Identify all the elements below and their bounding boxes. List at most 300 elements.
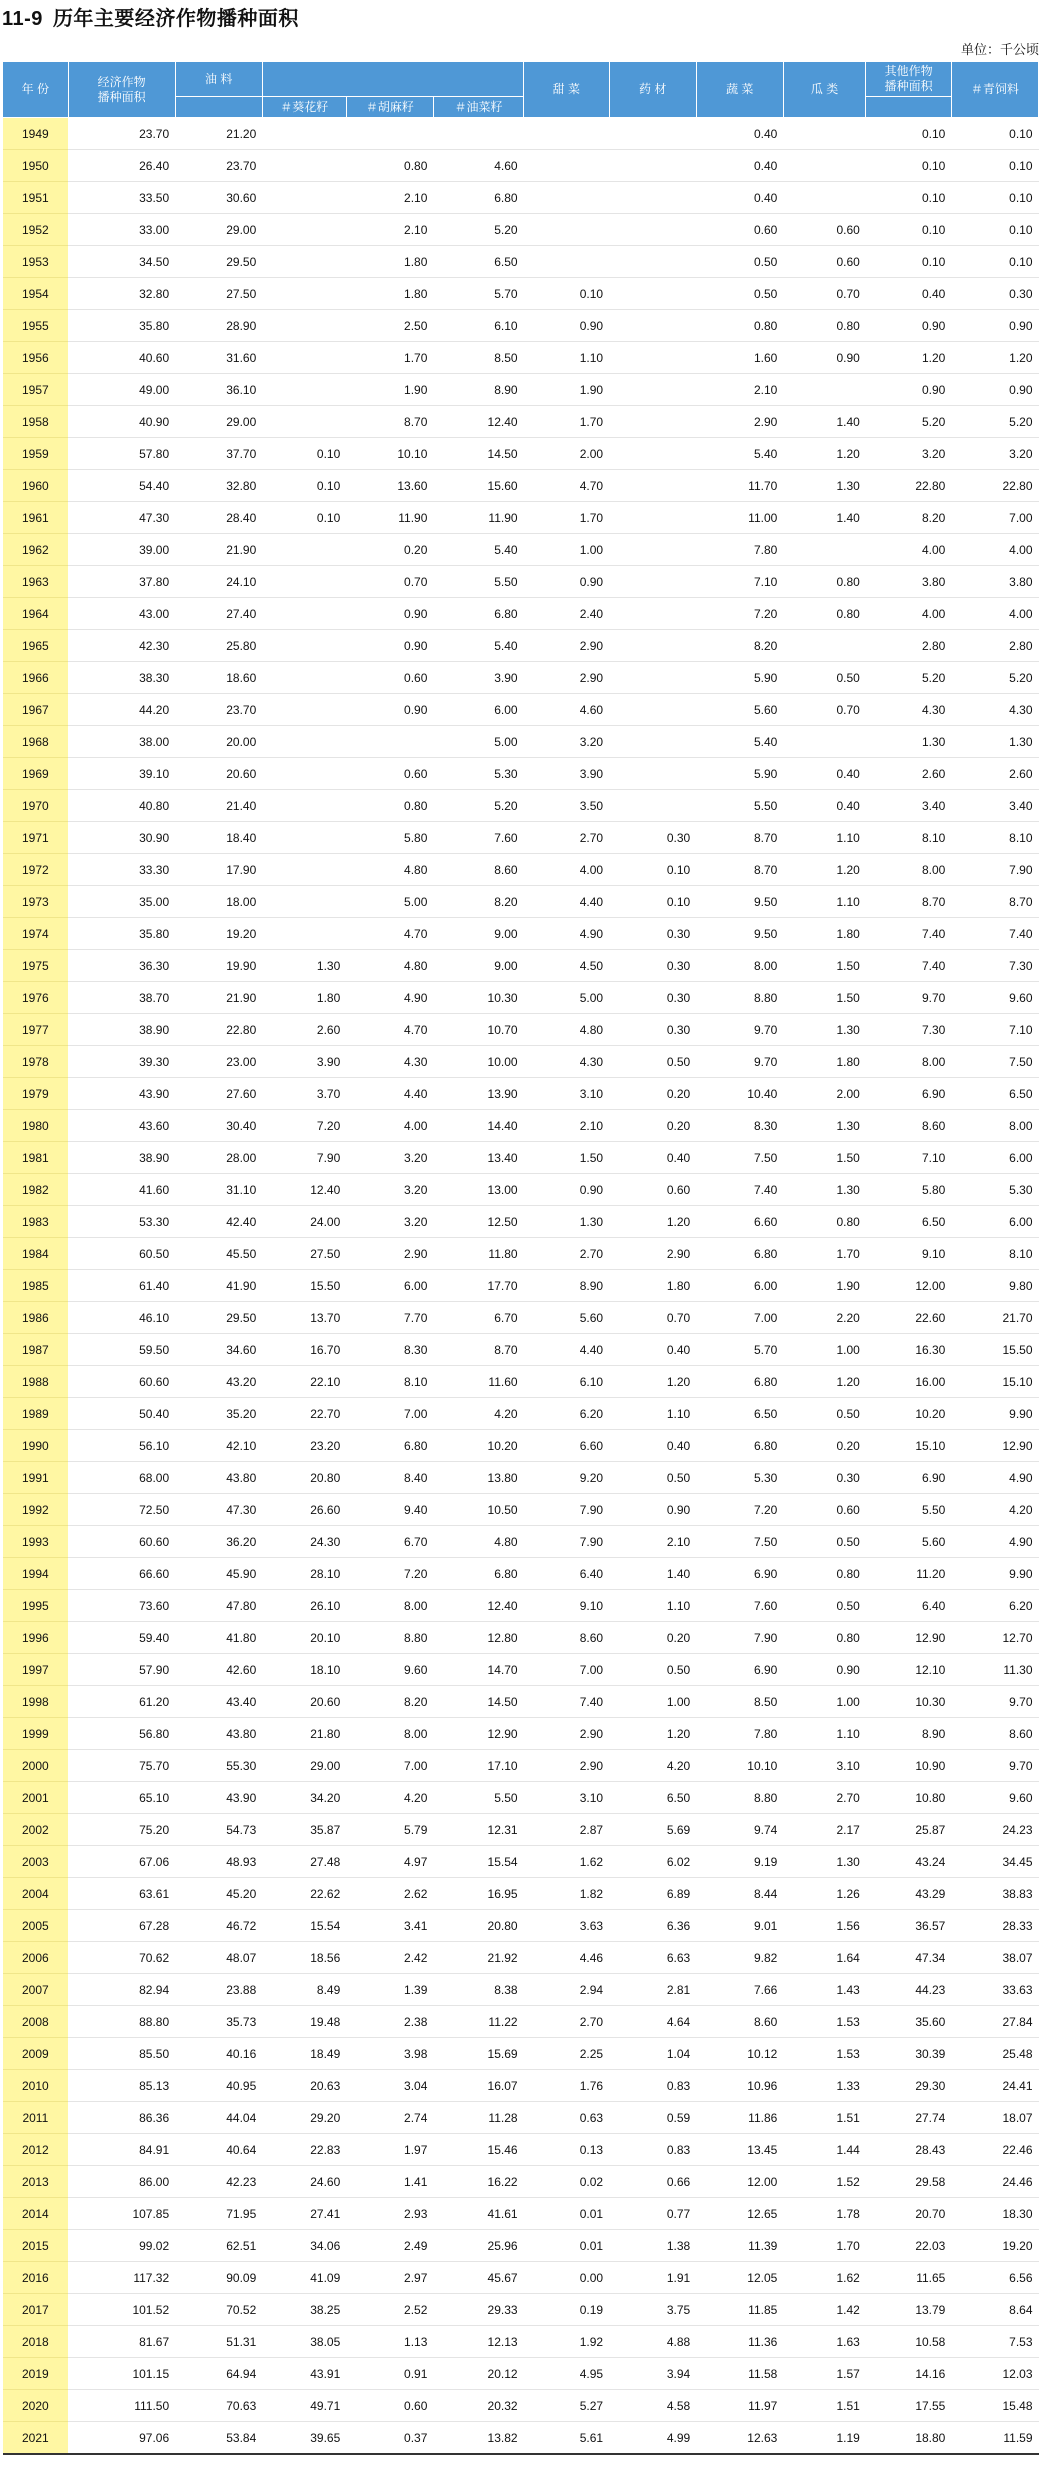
cell-melon: 0.90 <box>783 342 866 374</box>
cell-melon: 1.33 <box>783 2070 866 2102</box>
cell-melon: 1.52 <box>783 2166 866 2198</box>
cell-forage: 12.90 <box>951 1430 1038 1462</box>
cell-melon: 1.50 <box>783 982 866 1014</box>
cell-forage: 24.23 <box>951 1814 1038 1846</box>
cell-sunflower: 15.54 <box>262 1910 346 1942</box>
table-row <box>3 982 1039 1014</box>
cell-sunflower: 3.90 <box>262 1046 346 1078</box>
cell-forage: 3.80 <box>951 566 1038 598</box>
cell-melon: 0.40 <box>783 790 866 822</box>
cell-oil: 25.80 <box>175 630 262 662</box>
cell-year: 1991 <box>3 1462 69 1494</box>
cell-rapeseed: 20.80 <box>433 1910 523 1942</box>
cell-veg: 12.65 <box>696 2198 783 2230</box>
cell-other: 12.00 <box>866 1270 952 1302</box>
cell-other: 8.10 <box>866 822 952 854</box>
cell-oil: 47.30 <box>175 1494 262 1526</box>
cell-veg: 9.70 <box>696 1046 783 1078</box>
col-header-rapeseed: ＃油菜籽 <box>433 97 523 118</box>
cell-rapeseed: 13.40 <box>433 1142 523 1174</box>
table-row <box>3 1238 1039 1270</box>
cell-melon: 1.50 <box>783 950 866 982</box>
cell-rapeseed: 6.80 <box>433 182 523 214</box>
cell-herb: 0.50 <box>609 1654 696 1686</box>
cell-melon: 0.80 <box>783 1558 866 1590</box>
cell-rapeseed: 20.32 <box>433 2390 523 2422</box>
cell-beet: 5.60 <box>524 1302 610 1334</box>
table-row <box>3 1398 1039 1430</box>
cell-other: 0.10 <box>866 182 952 214</box>
cell-sunflower: 20.10 <box>262 1622 346 1654</box>
cell-herb: 0.77 <box>609 2198 696 2230</box>
cell-melon: 0.80 <box>783 598 866 630</box>
cell-total: 47.30 <box>68 502 175 534</box>
cell-melon: 0.80 <box>783 566 866 598</box>
cell-forage: 7.00 <box>951 502 1038 534</box>
page-title <box>2 2 299 36</box>
table-row <box>3 2358 1039 2390</box>
cell-sunflower <box>262 246 346 278</box>
cell-year: 1973 <box>3 886 69 918</box>
cell-year: 1952 <box>3 214 69 246</box>
cell-forage: 9.60 <box>951 1782 1038 1814</box>
cell-herb: 2.81 <box>609 1974 696 2006</box>
cell-herb: 4.58 <box>609 2390 696 2422</box>
col-header-forage: ＃青饲料 <box>951 62 1038 118</box>
cell-beet: 9.10 <box>524 1590 610 1622</box>
cell-other: 6.40 <box>866 1590 952 1622</box>
cell-beet: 1.00 <box>524 534 610 566</box>
cell-year: 1981 <box>3 1142 69 1174</box>
cell-sunflower: 38.25 <box>262 2294 346 2326</box>
cell-rapeseed: 14.40 <box>433 1110 523 1142</box>
cell-forage: 7.30 <box>951 950 1038 982</box>
cell-beet: 0.13 <box>524 2134 610 2166</box>
cell-year: 2013 <box>3 2166 69 2198</box>
cell-forage: 15.10 <box>951 1366 1038 1398</box>
cell-rapeseed: 5.00 <box>433 726 523 758</box>
cell-herb <box>609 246 696 278</box>
cell-herb: 1.04 <box>609 2038 696 2070</box>
cell-year: 1990 <box>3 1430 69 1462</box>
cell-flax: 1.80 <box>346 246 433 278</box>
cell-total: 32.80 <box>68 278 175 310</box>
cell-herb: 6.36 <box>609 1910 696 1942</box>
cell-veg: 11.36 <box>696 2326 783 2358</box>
cell-veg: 7.66 <box>696 1974 783 2006</box>
cell-year: 2019 <box>3 2358 69 2390</box>
cell-rapeseed: 5.40 <box>433 534 523 566</box>
cell-year: 1994 <box>3 1558 69 1590</box>
cell-total: 117.32 <box>68 2262 175 2294</box>
cell-other: 10.58 <box>866 2326 952 2358</box>
cell-flax: 8.70 <box>346 406 433 438</box>
cell-beet: 1.92 <box>524 2326 610 2358</box>
cell-oil: 18.60 <box>175 662 262 694</box>
cell-herb: 1.80 <box>609 1270 696 1302</box>
cell-oil: 43.20 <box>175 1366 262 1398</box>
cell-beet: 2.90 <box>524 1750 610 1782</box>
cell-herb <box>609 438 696 470</box>
cell-flax: 8.40 <box>346 1462 433 1494</box>
table-row <box>3 2422 1039 2455</box>
cell-total: 101.15 <box>68 2358 175 2390</box>
cell-oil: 23.70 <box>175 150 262 182</box>
cell-herb: 0.10 <box>609 854 696 886</box>
cell-herb: 1.40 <box>609 1558 696 1590</box>
cell-rapeseed: 21.92 <box>433 1942 523 1974</box>
table-row <box>3 2038 1039 2070</box>
cell-rapeseed: 11.80 <box>433 1238 523 1270</box>
cell-flax: 3.98 <box>346 2038 433 2070</box>
cell-year: 2002 <box>3 1814 69 1846</box>
cell-beet: 0.02 <box>524 2166 610 2198</box>
table-row <box>3 1654 1039 1686</box>
cell-rapeseed: 29.33 <box>433 2294 523 2326</box>
cell-sunflower: 43.91 <box>262 2358 346 2390</box>
table-row <box>3 1270 1039 1302</box>
cell-forage: 2.60 <box>951 758 1038 790</box>
cell-herb: 0.59 <box>609 2102 696 2134</box>
cell-flax: 4.90 <box>346 982 433 1014</box>
cell-total: 43.90 <box>68 1078 175 1110</box>
cell-other: 18.80 <box>866 2422 952 2455</box>
cell-herb: 1.20 <box>609 1366 696 1398</box>
cell-flax: 0.80 <box>346 790 433 822</box>
cell-other: 20.70 <box>866 2198 952 2230</box>
cell-oil: 23.88 <box>175 1974 262 2006</box>
cell-total: 99.02 <box>68 2230 175 2262</box>
cell-beet: 4.80 <box>524 1014 610 1046</box>
cell-beet: 1.70 <box>524 502 610 534</box>
cell-total: 67.06 <box>68 1846 175 1878</box>
cell-other: 7.30 <box>866 1014 952 1046</box>
cell-melon: 1.30 <box>783 1110 866 1142</box>
cell-melon: 1.51 <box>783 2102 866 2134</box>
cell-forage: 7.90 <box>951 854 1038 886</box>
cell-forage: 9.90 <box>951 1398 1038 1430</box>
cell-sunflower <box>262 310 346 342</box>
cell-oil: 29.00 <box>175 406 262 438</box>
cell-sunflower: 12.40 <box>262 1174 346 1206</box>
cell-melon: 1.64 <box>783 1942 866 1974</box>
cell-oil: 36.20 <box>175 1526 262 1558</box>
cell-rapeseed: 8.90 <box>433 374 523 406</box>
cell-total: 33.30 <box>68 854 175 886</box>
cell-veg: 11.97 <box>696 2390 783 2422</box>
cell-flax: 4.20 <box>346 1782 433 1814</box>
cell-herb: 1.00 <box>609 1686 696 1718</box>
cell-other: 0.90 <box>866 374 952 406</box>
cell-forage: 25.48 <box>951 2038 1038 2070</box>
cell-total: 42.30 <box>68 630 175 662</box>
cell-veg: 11.70 <box>696 470 783 502</box>
cell-forage: 0.10 <box>951 118 1038 150</box>
cell-veg: 11.85 <box>696 2294 783 2326</box>
cell-beet: 2.25 <box>524 2038 610 2070</box>
cell-forage: 4.90 <box>951 1526 1038 1558</box>
cell-flax: 0.60 <box>346 2390 433 2422</box>
cell-melon: 1.10 <box>783 1718 866 1750</box>
cell-total: 56.80 <box>68 1718 175 1750</box>
cell-herb: 0.10 <box>609 886 696 918</box>
cell-total: 33.50 <box>68 182 175 214</box>
cell-year: 1951 <box>3 182 69 214</box>
cell-forage: 8.64 <box>951 2294 1038 2326</box>
cell-sunflower <box>262 598 346 630</box>
cell-sunflower <box>262 790 346 822</box>
cell-beet: 7.90 <box>524 1494 610 1526</box>
cell-rapeseed: 9.00 <box>433 918 523 950</box>
cell-flax: 2.49 <box>346 2230 433 2262</box>
cell-sunflower: 29.00 <box>262 1750 346 1782</box>
cell-beet: 4.90 <box>524 918 610 950</box>
cell-veg: 0.50 <box>696 278 783 310</box>
cell-veg: 6.50 <box>696 1398 783 1430</box>
cell-other: 16.00 <box>866 1366 952 1398</box>
cell-rapeseed: 6.50 <box>433 246 523 278</box>
cell-other: 28.43 <box>866 2134 952 2166</box>
cell-melon: 0.70 <box>783 694 866 726</box>
cell-melon <box>783 374 866 406</box>
cell-melon: 1.30 <box>783 1174 866 1206</box>
cell-veg: 6.80 <box>696 1430 783 1462</box>
cell-rapeseed: 14.50 <box>433 438 523 470</box>
cell-melon: 1.30 <box>783 1846 866 1878</box>
cell-veg: 9.74 <box>696 1814 783 1846</box>
cell-melon: 1.42 <box>783 2294 866 2326</box>
cell-herb <box>609 470 696 502</box>
cell-beet: 4.70 <box>524 470 610 502</box>
cell-rapeseed: 12.31 <box>433 1814 523 1846</box>
cell-herb: 0.70 <box>609 1302 696 1334</box>
cell-beet: 4.95 <box>524 2358 610 2390</box>
cell-year: 2010 <box>3 2070 69 2102</box>
cell-beet: 3.50 <box>524 790 610 822</box>
cell-oil: 54.73 <box>175 1814 262 1846</box>
cell-oil: 36.10 <box>175 374 262 406</box>
cell-beet: 6.10 <box>524 1366 610 1398</box>
cell-beet: 0.90 <box>524 566 610 598</box>
cell-beet: 4.60 <box>524 694 610 726</box>
cell-herb: 6.50 <box>609 1782 696 1814</box>
cell-beet: 2.00 <box>524 438 610 470</box>
cell-flax: 1.80 <box>346 278 433 310</box>
cell-total: 44.20 <box>68 694 175 726</box>
cell-rapeseed: 13.90 <box>433 1078 523 1110</box>
cell-oil: 24.10 <box>175 566 262 598</box>
cell-melon: 1.70 <box>783 2230 866 2262</box>
cell-melon: 1.78 <box>783 2198 866 2230</box>
table-row <box>3 1302 1039 1334</box>
cell-year: 1977 <box>3 1014 69 1046</box>
cell-forage: 9.60 <box>951 982 1038 1014</box>
cell-other: 5.20 <box>866 662 952 694</box>
cell-forage: 33.63 <box>951 1974 1038 2006</box>
cell-herb: 1.10 <box>609 1590 696 1622</box>
cell-herb: 4.64 <box>609 2006 696 2038</box>
cell-other: 8.20 <box>866 502 952 534</box>
cell-oil: 27.60 <box>175 1078 262 1110</box>
cell-other: 2.80 <box>866 630 952 662</box>
cell-veg: 8.70 <box>696 854 783 886</box>
cell-sunflower: 27.50 <box>262 1238 346 1270</box>
cell-melon: 1.20 <box>783 1366 866 1398</box>
cell-sunflower: 24.30 <box>262 1526 346 1558</box>
cell-total: 26.40 <box>68 150 175 182</box>
cell-other: 12.10 <box>866 1654 952 1686</box>
cell-beet: 2.70 <box>524 822 610 854</box>
cell-veg: 0.80 <box>696 310 783 342</box>
cell-sunflower: 24.60 <box>262 2166 346 2198</box>
cell-forage: 9.70 <box>951 1750 1038 1782</box>
cell-flax: 7.00 <box>346 1750 433 1782</box>
cell-sunflower: 16.70 <box>262 1334 346 1366</box>
cell-oil: 35.73 <box>175 2006 262 2038</box>
cell-total: 39.10 <box>68 758 175 790</box>
cell-flax: 10.10 <box>346 438 433 470</box>
cell-other: 27.74 <box>866 2102 952 2134</box>
cell-melon: 1.19 <box>783 2422 866 2455</box>
cell-year: 1996 <box>3 1622 69 1654</box>
cell-veg: 8.20 <box>696 630 783 662</box>
cell-year: 2015 <box>3 2230 69 2262</box>
cell-melon: 1.80 <box>783 918 866 950</box>
cell-veg: 12.05 <box>696 2262 783 2294</box>
cell-total: 49.00 <box>68 374 175 406</box>
table-row <box>3 1846 1039 1878</box>
cell-rapeseed: 10.70 <box>433 1014 523 1046</box>
cell-oil: 45.90 <box>175 1558 262 1590</box>
cell-oil: 31.10 <box>175 1174 262 1206</box>
cell-year: 1950 <box>3 150 69 182</box>
cell-herb: 3.75 <box>609 2294 696 2326</box>
cell-oil: 21.40 <box>175 790 262 822</box>
table-row <box>3 1590 1039 1622</box>
cell-veg: 0.40 <box>696 150 783 182</box>
table-row <box>3 1622 1039 1654</box>
table-row <box>3 886 1039 918</box>
cell-veg: 11.00 <box>696 502 783 534</box>
cell-total: 33.00 <box>68 214 175 246</box>
cell-other: 3.80 <box>866 566 952 598</box>
cell-melon: 2.70 <box>783 1782 866 1814</box>
cell-year: 2017 <box>3 2294 69 2326</box>
cell-rapeseed: 6.70 <box>433 1302 523 1334</box>
cell-flax: 2.10 <box>346 182 433 214</box>
cell-sunflower: 7.90 <box>262 1142 346 1174</box>
cell-total: 30.90 <box>68 822 175 854</box>
cell-melon: 0.60 <box>783 214 866 246</box>
cell-forage: 7.40 <box>951 918 1038 950</box>
cell-flax <box>346 726 433 758</box>
cell-herb <box>609 694 696 726</box>
cell-herb: 6.89 <box>609 1878 696 1910</box>
table-row <box>3 246 1039 278</box>
cell-forage: 8.70 <box>951 886 1038 918</box>
cell-herb <box>609 534 696 566</box>
cell-rapeseed: 41.61 <box>433 2198 523 2230</box>
cell-other: 44.23 <box>866 1974 952 2006</box>
cell-total: 68.00 <box>68 1462 175 1494</box>
cell-herb: 0.20 <box>609 1078 696 1110</box>
cell-sunflower: 26.10 <box>262 1590 346 1622</box>
cell-total: 46.10 <box>68 1302 175 1334</box>
cell-other: 43.24 <box>866 1846 952 1878</box>
table-row <box>3 1718 1039 1750</box>
cell-herb: 3.94 <box>609 2358 696 2390</box>
cell-total: 53.30 <box>68 1206 175 1238</box>
cell-herb <box>609 118 696 150</box>
cell-flax: 6.00 <box>346 1270 433 1302</box>
cell-sunflower: 1.80 <box>262 982 346 1014</box>
cell-rapeseed: 10.00 <box>433 1046 523 1078</box>
cell-herb <box>609 374 696 406</box>
cell-flax: 1.13 <box>346 2326 433 2358</box>
table-row <box>3 854 1039 886</box>
table-row <box>3 1462 1039 1494</box>
cell-forage: 15.48 <box>951 2390 1038 2422</box>
table-row <box>3 2070 1039 2102</box>
cell-total: 65.10 <box>68 1782 175 1814</box>
cell-forage: 19.20 <box>951 2230 1038 2262</box>
cell-year: 1982 <box>3 1174 69 1206</box>
table-row <box>3 950 1039 982</box>
cell-other: 9.70 <box>866 982 952 1014</box>
cell-forage: 24.46 <box>951 2166 1038 2198</box>
cell-melon: 1.90 <box>783 1270 866 1302</box>
cell-rapeseed: 9.00 <box>433 950 523 982</box>
cell-melon: 1.53 <box>783 2038 866 2070</box>
cell-beet: 3.63 <box>524 1910 610 1942</box>
cell-oil: 71.95 <box>175 2198 262 2230</box>
cell-beet: 1.70 <box>524 406 610 438</box>
cell-sunflower: 41.09 <box>262 2262 346 2294</box>
cell-melon: 1.40 <box>783 406 866 438</box>
cell-total: 38.90 <box>68 1142 175 1174</box>
cell-herb: 0.66 <box>609 2166 696 2198</box>
table-row <box>3 534 1039 566</box>
cell-melon: 1.51 <box>783 2390 866 2422</box>
table-row <box>3 1974 1039 2006</box>
cell-other: 5.60 <box>866 1526 952 1558</box>
cell-herb: 6.63 <box>609 1942 696 1974</box>
cell-sunflower <box>262 758 346 790</box>
cell-rapeseed: 16.22 <box>433 2166 523 2198</box>
cell-total: 59.40 <box>68 1622 175 1654</box>
cell-total: 63.61 <box>68 1878 175 1910</box>
cell-herb: 4.20 <box>609 1750 696 1782</box>
cell-oil: 90.09 <box>175 2262 262 2294</box>
cell-sunflower: 23.20 <box>262 1430 346 1462</box>
cell-melon: 1.40 <box>783 502 866 534</box>
cell-year: 2000 <box>3 1750 69 1782</box>
cell-beet: 3.10 <box>524 1078 610 1110</box>
cell-forage: 8.00 <box>951 1110 1038 1142</box>
cell-total: 23.70 <box>68 118 175 150</box>
cell-melon: 1.56 <box>783 1910 866 1942</box>
cell-herb: 4.99 <box>609 2422 696 2455</box>
cell-veg: 12.63 <box>696 2422 783 2455</box>
cell-melon: 1.70 <box>783 1238 866 1270</box>
cell-other: 1.20 <box>866 342 952 374</box>
cell-sunflower: 18.10 <box>262 1654 346 1686</box>
cell-melon <box>783 182 866 214</box>
cell-other: 0.10 <box>866 214 952 246</box>
cell-rapeseed: 4.20 <box>433 1398 523 1430</box>
cell-veg: 5.90 <box>696 662 783 694</box>
cell-forage: 21.70 <box>951 1302 1038 1334</box>
